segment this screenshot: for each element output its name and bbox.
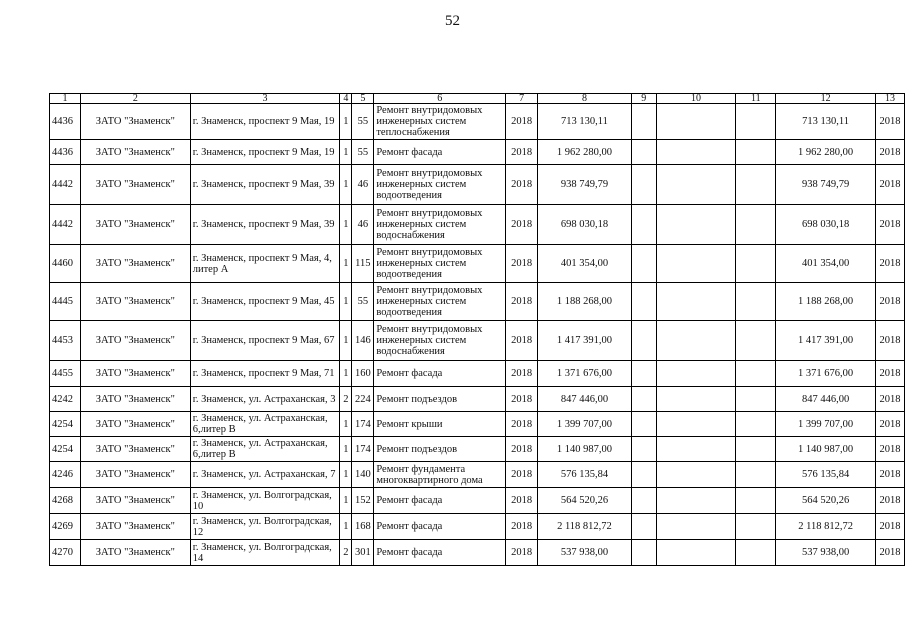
work-type-cell: Ремонт фасада	[374, 140, 506, 165]
municipality-cell: ЗАТО "Знаменск"	[80, 540, 190, 566]
municipality-cell: ЗАТО "Знаменск"	[80, 283, 190, 321]
work-type-cell: Ремонт внутридомовых инженерных систем водоотведения	[374, 245, 506, 283]
cost-cell: 564 520,26	[538, 488, 632, 514]
completion-year-cell: 2018	[875, 387, 904, 412]
col-4-value-cell: 1	[340, 165, 352, 205]
record-id-cell: 4453	[50, 321, 81, 361]
col-11-value-cell	[736, 437, 776, 462]
cost-cell: 847 446,00	[538, 387, 632, 412]
total-cost-cell: 401 354,00	[776, 245, 876, 283]
municipality-cell: ЗАТО "Знаменск"	[80, 245, 190, 283]
col-11-value-cell	[736, 104, 776, 140]
record-id-cell: 4254	[50, 412, 81, 437]
year-cell: 2018	[506, 321, 538, 361]
total-cost-cell: 847 446,00	[776, 387, 876, 412]
year-cell: 2018	[506, 104, 538, 140]
col-10-value-cell	[656, 540, 736, 566]
municipality-cell: ЗАТО "Знаменск"	[80, 462, 190, 488]
address-cell: г. Знаменск, ул. Астраханская, 6,литер В	[190, 412, 340, 437]
work-type-cell: Ремонт подъездов	[374, 387, 506, 412]
column-number-1: 1	[50, 94, 81, 104]
col-5-value-cell: 55	[352, 283, 374, 321]
table-row	[50, 361, 905, 387]
col-11-value-cell	[736, 283, 776, 321]
cost-cell: 713 130,11	[538, 104, 632, 140]
col-11-value-cell	[736, 165, 776, 205]
col-5-value-cell: 55	[352, 104, 374, 140]
col-4-value-cell: 1	[340, 104, 352, 140]
col-5-value-cell: 301	[352, 540, 374, 566]
municipality-cell: ЗАТО "Знаменск"	[80, 387, 190, 412]
work-type-cell: Ремонт внутридомовых инженерных систем водоснабжения	[374, 321, 506, 361]
table-row	[50, 462, 905, 488]
col-4-value-cell: 1	[340, 488, 352, 514]
table-row	[50, 514, 905, 540]
col-4-value-cell: 1	[340, 140, 352, 165]
col-9-value-cell	[631, 205, 656, 245]
completion-year-cell: 2018	[875, 245, 904, 283]
column-number-9: 9	[631, 94, 656, 104]
col-4-value-cell: 1	[340, 205, 352, 245]
cost-cell: 537 938,00	[538, 540, 632, 566]
completion-year-cell: 2018	[875, 462, 904, 488]
col-11-value-cell	[736, 462, 776, 488]
municipality-cell: ЗАТО "Знаменск"	[80, 205, 190, 245]
cost-cell: 1 399 707,00	[538, 412, 632, 437]
work-type-cell: Ремонт подъездов	[374, 437, 506, 462]
cost-cell: 698 030,18	[538, 205, 632, 245]
table-row	[50, 245, 905, 283]
year-cell: 2018	[506, 540, 538, 566]
work-type-cell: Ремонт внутридомовых инженерных систем водоотведения	[374, 283, 506, 321]
col-11-value-cell	[736, 205, 776, 245]
col-11-value-cell	[736, 514, 776, 540]
total-cost-cell: 1 371 676,00	[776, 361, 876, 387]
column-number-2: 2	[80, 94, 190, 104]
page-number: 52	[445, 13, 460, 29]
cost-cell: 1 417 391,00	[538, 321, 632, 361]
municipality-cell: ЗАТО "Знаменск"	[80, 488, 190, 514]
cost-cell: 2 118 812,72	[538, 514, 632, 540]
work-type-cell: Ремонт фасада	[374, 540, 506, 566]
col-11-value-cell	[736, 488, 776, 514]
record-id-cell: 4436	[50, 140, 81, 165]
year-cell: 2018	[506, 462, 538, 488]
record-id-cell: 4246	[50, 462, 81, 488]
col-5-value-cell: 152	[352, 488, 374, 514]
address-cell: г. Знаменск, ул. Волгоградская, 14	[190, 540, 340, 566]
municipality-cell: ЗАТО "Знаменск"	[80, 437, 190, 462]
year-cell: 2018	[506, 245, 538, 283]
col-4-value-cell: 1	[340, 462, 352, 488]
col-9-value-cell	[631, 514, 656, 540]
work-type-cell: Ремонт внутридомовых инженерных систем водоотведения	[374, 165, 506, 205]
col-10-value-cell	[656, 245, 736, 283]
col-5-value-cell: 168	[352, 514, 374, 540]
record-id-cell: 4442	[50, 205, 81, 245]
year-cell: 2018	[506, 283, 538, 321]
col-9-value-cell	[631, 387, 656, 412]
col-10-value-cell	[656, 514, 736, 540]
cost-cell: 1 188 268,00	[538, 283, 632, 321]
address-cell: г. Знаменск, проспект 9 Мая, 4, литер А	[190, 245, 340, 283]
table-row	[50, 283, 905, 321]
col-5-value-cell: 174	[352, 437, 374, 462]
table-row	[50, 140, 905, 165]
table-row	[50, 437, 905, 462]
col-4-value-cell: 2	[340, 387, 352, 412]
table-row	[50, 412, 905, 437]
year-cell: 2018	[506, 165, 538, 205]
col-9-value-cell	[631, 104, 656, 140]
completion-year-cell: 2018	[875, 437, 904, 462]
column-number-11: 11	[736, 94, 776, 104]
col-4-value-cell: 1	[340, 245, 352, 283]
municipality-cell: ЗАТО "Знаменск"	[80, 165, 190, 205]
col-9-value-cell	[631, 412, 656, 437]
cost-cell: 1 371 676,00	[538, 361, 632, 387]
address-cell: г. Знаменск, проспект 9 Мая, 39	[190, 165, 340, 205]
col-5-value-cell: 160	[352, 361, 374, 387]
repair-program-table	[49, 93, 905, 566]
record-id-cell: 4455	[50, 361, 81, 387]
municipality-cell: ЗАТО "Знаменск"	[80, 321, 190, 361]
col-9-value-cell	[631, 165, 656, 205]
table-row	[50, 165, 905, 205]
work-type-cell: Ремонт фасада	[374, 488, 506, 514]
col-9-value-cell	[631, 361, 656, 387]
col-5-value-cell: 224	[352, 387, 374, 412]
address-cell: г. Знаменск, ул. Астраханская, 7	[190, 462, 340, 488]
completion-year-cell: 2018	[875, 283, 904, 321]
column-number-8: 8	[538, 94, 632, 104]
address-cell: г. Знаменск, проспект 9 Мая, 67	[190, 321, 340, 361]
col-10-value-cell	[656, 462, 736, 488]
col-9-value-cell	[631, 245, 656, 283]
record-id-cell: 4254	[50, 437, 81, 462]
record-id-cell: 4460	[50, 245, 81, 283]
column-number-4: 4	[340, 94, 352, 104]
col-9-value-cell	[631, 321, 656, 361]
col-9-value-cell	[631, 437, 656, 462]
year-cell: 2018	[506, 488, 538, 514]
col-10-value-cell	[656, 488, 736, 514]
address-cell: г. Знаменск, ул. Астраханская, 6,литер В	[190, 437, 340, 462]
col-4-value-cell: 1	[340, 412, 352, 437]
completion-year-cell: 2018	[875, 488, 904, 514]
column-number-7: 7	[506, 94, 538, 104]
table-row	[50, 104, 905, 140]
column-number-10: 10	[656, 94, 736, 104]
column-number-12: 12	[776, 94, 876, 104]
col-5-value-cell: 146	[352, 321, 374, 361]
address-cell: г. Знаменск, проспект 9 Мая, 19	[190, 104, 340, 140]
year-cell: 2018	[506, 205, 538, 245]
total-cost-cell: 1 188 268,00	[776, 283, 876, 321]
col-10-value-cell	[656, 387, 736, 412]
col-5-value-cell: 46	[352, 205, 374, 245]
table-row	[50, 387, 905, 412]
record-id-cell: 4269	[50, 514, 81, 540]
cost-cell: 938 749,79	[538, 165, 632, 205]
col-10-value-cell	[656, 321, 736, 361]
total-cost-cell: 1 417 391,00	[776, 321, 876, 361]
cost-cell: 1 140 987,00	[538, 437, 632, 462]
col-10-value-cell	[656, 165, 736, 205]
col-4-value-cell: 1	[340, 283, 352, 321]
record-id-cell: 4270	[50, 540, 81, 566]
work-type-cell: Ремонт фасада	[374, 361, 506, 387]
total-cost-cell: 938 749,79	[776, 165, 876, 205]
table-row	[50, 205, 905, 245]
col-4-value-cell: 1	[340, 361, 352, 387]
year-cell: 2018	[506, 361, 538, 387]
completion-year-cell: 2018	[875, 540, 904, 566]
total-cost-cell: 713 130,11	[776, 104, 876, 140]
col-9-value-cell	[631, 283, 656, 321]
total-cost-cell: 1 399 707,00	[776, 412, 876, 437]
work-type-cell: Ремонт крыши	[374, 412, 506, 437]
col-4-value-cell: 1	[340, 514, 352, 540]
completion-year-cell: 2018	[875, 140, 904, 165]
work-type-cell: Ремонт фасада	[374, 514, 506, 540]
work-type-cell: Ремонт внутридомовых инженерных систем теплоснабжения	[374, 104, 506, 140]
col-5-value-cell: 115	[352, 245, 374, 283]
col-11-value-cell	[736, 361, 776, 387]
total-cost-cell: 2 118 812,72	[776, 514, 876, 540]
column-number-6: 6	[374, 94, 506, 104]
col-11-value-cell	[736, 245, 776, 283]
cost-cell: 1 962 280,00	[538, 140, 632, 165]
municipality-cell: ЗАТО "Знаменск"	[80, 412, 190, 437]
col-10-value-cell	[656, 205, 736, 245]
column-number-5: 5	[352, 94, 374, 104]
col-9-value-cell	[631, 462, 656, 488]
col-4-value-cell: 2	[340, 540, 352, 566]
col-5-value-cell: 46	[352, 165, 374, 205]
address-cell: г. Знаменск, проспект 9 Мая, 71	[190, 361, 340, 387]
table-body	[50, 104, 905, 566]
record-id-cell: 4445	[50, 283, 81, 321]
total-cost-cell: 698 030,18	[776, 205, 876, 245]
col-5-value-cell: 174	[352, 412, 374, 437]
municipality-cell: ЗАТО "Знаменск"	[80, 104, 190, 140]
year-cell: 2018	[506, 140, 538, 165]
col-10-value-cell	[656, 361, 736, 387]
completion-year-cell: 2018	[875, 104, 904, 140]
col-4-value-cell: 1	[340, 437, 352, 462]
year-cell: 2018	[506, 437, 538, 462]
record-id-cell: 4242	[50, 387, 81, 412]
work-type-cell: Ремонт внутридомовых инженерных систем водоснабжения	[374, 205, 506, 245]
record-id-cell: 4268	[50, 488, 81, 514]
municipality-cell: ЗАТО "Знаменск"	[80, 361, 190, 387]
col-5-value-cell: 140	[352, 462, 374, 488]
table-row	[50, 321, 905, 361]
total-cost-cell: 576 135,84	[776, 462, 876, 488]
address-cell: г. Знаменск, проспект 9 Мая, 39	[190, 205, 340, 245]
municipality-cell: ЗАТО "Знаменск"	[80, 514, 190, 540]
col-11-value-cell	[736, 140, 776, 165]
completion-year-cell: 2018	[875, 205, 904, 245]
address-cell: г. Знаменск, ул. Волгоградская, 10	[190, 488, 340, 514]
cost-cell: 576 135,84	[538, 462, 632, 488]
col-9-value-cell	[631, 488, 656, 514]
col-4-value-cell: 1	[340, 321, 352, 361]
col-9-value-cell	[631, 540, 656, 566]
col-5-value-cell: 55	[352, 140, 374, 165]
completion-year-cell: 2018	[875, 361, 904, 387]
record-id-cell: 4442	[50, 165, 81, 205]
col-10-value-cell	[656, 412, 736, 437]
cost-cell: 401 354,00	[538, 245, 632, 283]
column-number-13: 13	[875, 94, 904, 104]
year-cell: 2018	[506, 514, 538, 540]
col-10-value-cell	[656, 283, 736, 321]
address-cell: г. Знаменск, проспект 9 Мая, 19	[190, 140, 340, 165]
completion-year-cell: 2018	[875, 514, 904, 540]
col-10-value-cell	[656, 437, 736, 462]
total-cost-cell: 564 520,26	[776, 488, 876, 514]
column-number-3: 3	[190, 94, 340, 104]
col-10-value-cell	[656, 140, 736, 165]
col-10-value-cell	[656, 104, 736, 140]
col-11-value-cell	[736, 321, 776, 361]
column-number-row	[50, 94, 905, 104]
address-cell: г. Знаменск, ул. Волгоградская, 12	[190, 514, 340, 540]
record-id-cell: 4436	[50, 104, 81, 140]
address-cell: г. Знаменск, проспект 9 Мая, 45	[190, 283, 340, 321]
address-cell: г. Знаменск, ул. Астраханская, 3	[190, 387, 340, 412]
table-row	[50, 488, 905, 514]
total-cost-cell: 1 962 280,00	[776, 140, 876, 165]
col-11-value-cell	[736, 540, 776, 566]
completion-year-cell: 2018	[875, 321, 904, 361]
col-9-value-cell	[631, 140, 656, 165]
col-11-value-cell	[736, 387, 776, 412]
total-cost-cell: 537 938,00	[776, 540, 876, 566]
year-cell: 2018	[506, 387, 538, 412]
col-11-value-cell	[736, 412, 776, 437]
year-cell: 2018	[506, 412, 538, 437]
completion-year-cell: 2018	[875, 165, 904, 205]
work-type-cell: Ремонт фундамента многоквартирного дома	[374, 462, 506, 488]
table-row	[50, 540, 905, 566]
total-cost-cell: 1 140 987,00	[776, 437, 876, 462]
completion-year-cell: 2018	[875, 412, 904, 437]
municipality-cell: ЗАТО "Знаменск"	[80, 140, 190, 165]
